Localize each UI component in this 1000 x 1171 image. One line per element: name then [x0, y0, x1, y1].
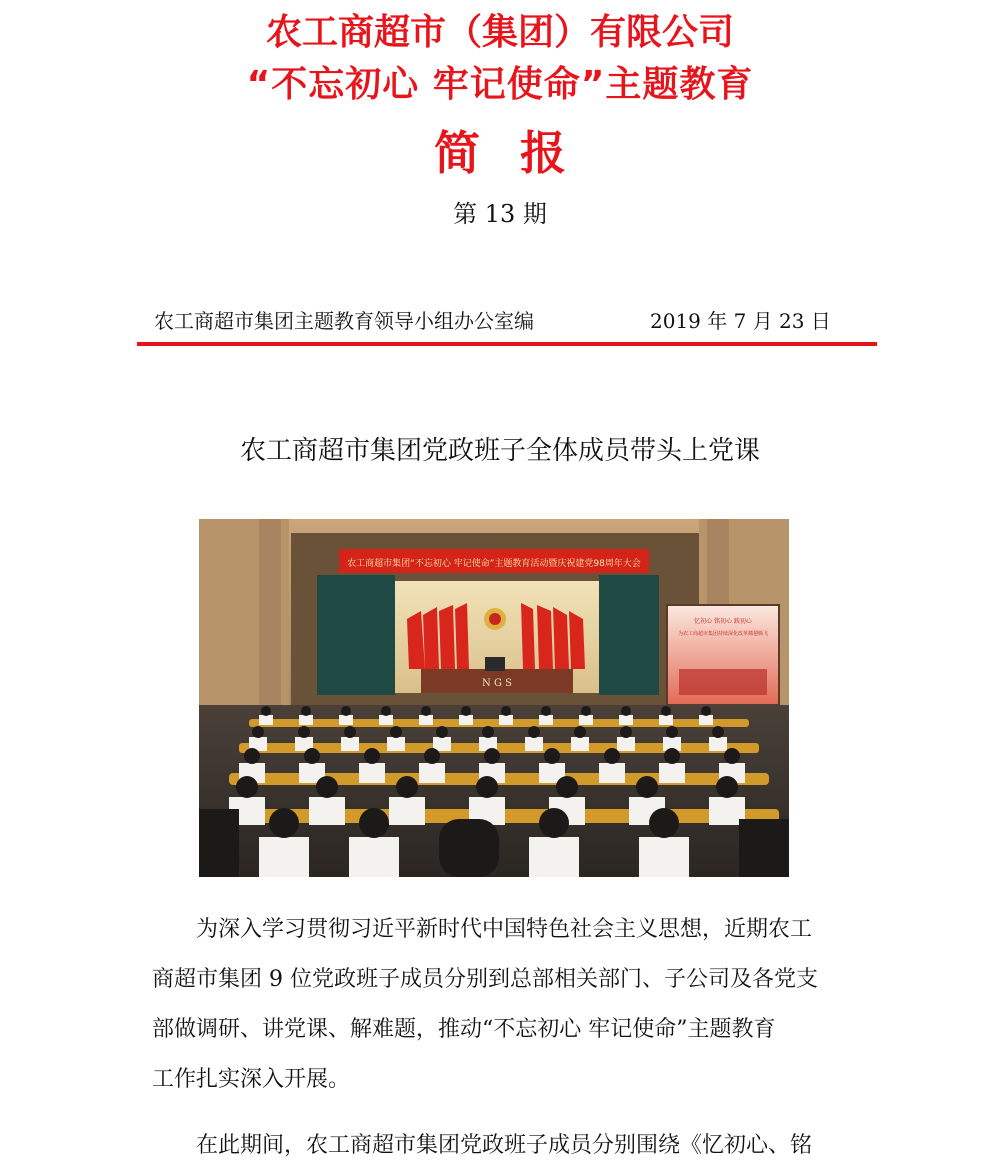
paragraph-line: 工作扎实深入开展。	[152, 1067, 351, 1092]
paragraph-line: 在此期间，农工商超市集团党政班子成员分别围绕《忆初心、铭	[196, 1133, 813, 1158]
paragraph-line: 商超市集团 9 位党政班子成员分别到总部相关部门、子公司及各党支	[152, 967, 818, 992]
photo-screen-line1: 忆初心 铭初心 践初心	[694, 618, 752, 625]
issue-number: 第 13 期	[453, 200, 547, 228]
paragraph-line: 部做调研、讲党课、解难题，推动“不忘初心 牢记使命”主题教育	[152, 1017, 776, 1042]
article-headline: 农工商超市集团党政班子全体成员带头上党课	[239, 436, 760, 466]
bulletin-title: 简报	[434, 126, 606, 180]
paragraph-line: 为深入学习贯彻习近平新时代中国特色社会主义思想，近期农工	[196, 917, 813, 942]
company-title: 农工商超市（集团）有限公司	[265, 12, 734, 53]
editor-line: 农工商超市集团主题教育领导小组办公室编	[154, 309, 534, 333]
theme-title: “不忘初心 牢记使命”主题教育	[246, 64, 754, 105]
photo-banner-text: 农工商超市集团“不忘初心 牢记使命”主题教育活动暨庆祝建党98周年大会	[347, 559, 641, 569]
publish-date: 2019 年 7 月 23 日	[650, 309, 831, 333]
red-divider	[137, 342, 877, 346]
article-paragraph-2	[152, 1121, 852, 1171]
meeting-photo	[199, 519, 789, 877]
photo-podium-text: N G S	[482, 678, 512, 689]
article-paragraph-1	[152, 905, 852, 1105]
photo-screen-line2: 为农工商超市集团持续深化改革插翅腾飞	[677, 631, 769, 637]
